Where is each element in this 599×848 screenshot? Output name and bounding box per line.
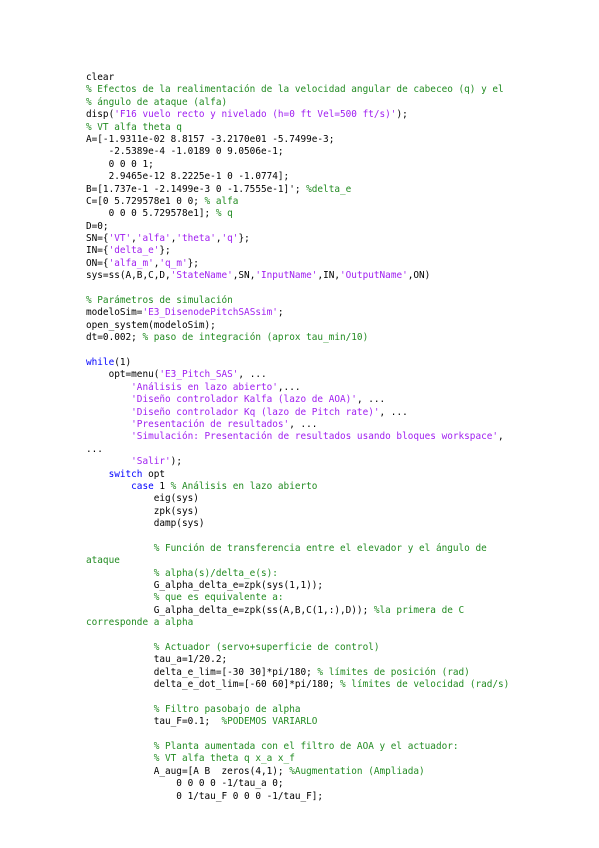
code-string: 'F16 vuelo recto y nivelado (h=0 ft Vel=500 ft/s)' <box>114 109 397 121</box>
code-text: modeloSim= <box>86 307 143 319</box>
code-text: delta_e_dot_lim=[-60 60]*pi/180; <box>86 679 340 691</box>
code-text: ); <box>396 109 408 121</box>
code-text: 1 <box>153 480 171 492</box>
code-line <box>86 592 516 604</box>
code-string: 'Simulación: Presentación de resultados usando bloques workspace' <box>131 431 499 443</box>
code-text: , <box>131 233 137 245</box>
code-line <box>86 382 516 394</box>
code-text: 0 1/tau_F 0 0 0 -1/tau_F]; <box>86 790 324 802</box>
code-line <box>86 506 516 518</box>
code-comment: % VT alfa theta q <box>86 121 182 133</box>
code-string: 'Diseño controlador Kq (lazo de Pitch rate)' <box>131 406 380 418</box>
code-line <box>86 679 516 691</box>
code-line <box>86 245 516 257</box>
code-text <box>86 469 109 480</box>
code-text: sys=ss(A,B,C,D, <box>86 270 171 282</box>
code-text <box>86 753 154 764</box>
code-line <box>86 617 516 629</box>
code-line <box>86 109 516 121</box>
code-text <box>86 419 131 430</box>
blank-line <box>86 345 516 357</box>
code-line <box>86 332 516 344</box>
code-line <box>86 307 516 319</box>
code-comment: % límites de velocidad (rad/s) <box>340 679 510 691</box>
code-text: ,IN, <box>317 270 341 282</box>
code-string: 'alfa_m' <box>108 257 154 269</box>
code-line <box>86 778 516 790</box>
code-text <box>86 704 154 715</box>
code-string: 'Presentación de resultados' <box>131 418 290 430</box>
code-text: , ... <box>238 369 267 381</box>
code-text <box>86 543 154 554</box>
code-line <box>86 741 516 753</box>
code-comment: % que es equivalente a: <box>153 592 284 604</box>
code-line <box>86 543 516 555</box>
code-comment: ataque <box>86 555 120 567</box>
blank-line <box>86 283 516 295</box>
code-text <box>86 431 131 442</box>
code-text: 2.9465e-12 8.2225e-1 0 -1.0774]; <box>86 171 290 183</box>
code-text: D=0; <box>86 220 109 232</box>
code-comment: corresponde a alpha <box>86 617 194 629</box>
code-comment: %Augmentation (Ampliada) <box>289 765 425 777</box>
code-comment: % Efectos de la realimentación de la velocidad angular de cabeceo (q) y el <box>86 84 504 96</box>
code-line <box>86 753 516 765</box>
code-line <box>86 134 516 146</box>
code-text <box>86 407 131 418</box>
code-line <box>86 84 516 96</box>
code-line <box>86 196 516 208</box>
code-comment: % alfa <box>204 195 239 207</box>
code-line <box>86 716 516 728</box>
code-text: , ... <box>379 406 408 418</box>
code-string: 'OutputName' <box>340 270 408 282</box>
code-string: 'q' <box>221 233 239 245</box>
blank-line <box>86 630 516 642</box>
code-line <box>86 555 516 567</box>
code-comment: % Planta aumentada con el filtro de AOA y el actuador: <box>153 741 459 753</box>
code-comment: %PODEMOS VARIARLO <box>221 716 318 728</box>
code-comment: % VT alfa theta q x_a x_f <box>153 753 295 765</box>
code-text: , ... <box>289 418 318 430</box>
code-line <box>86 580 516 592</box>
code-line <box>86 233 516 245</box>
code-line <box>86 791 516 803</box>
code-text: ; <box>277 307 284 319</box>
code-text: open_system(modeloSim); <box>86 319 216 331</box>
code-line <box>86 605 516 617</box>
code-comment: % Análisis en lazo abierto <box>170 480 318 492</box>
code-line <box>86 444 516 456</box>
code-line <box>86 419 516 431</box>
code-text: ... <box>86 443 103 455</box>
code-line <box>86 394 516 406</box>
code-text: IN={ <box>86 245 109 257</box>
code-line <box>86 270 516 282</box>
code-comment: % ángulo de ataque (alfa) <box>86 96 228 108</box>
code-line <box>86 146 516 158</box>
code-text <box>86 592 154 603</box>
blank-line <box>86 692 516 704</box>
code-text: ON={ <box>86 257 109 269</box>
code-line <box>86 642 516 654</box>
code-text: 0 0 0 1; <box>86 158 154 170</box>
code-comment: % límites de posición (rad) <box>317 666 470 678</box>
code-line <box>86 320 516 332</box>
code-line <box>86 518 516 530</box>
code-text: -2.5389e-4 -1.0189 0 9.0506e-1; <box>86 146 284 158</box>
code-line <box>86 456 516 468</box>
code-line <box>86 171 516 183</box>
code-text: damp(sys) <box>86 518 205 530</box>
code-string: 'E3_Pitch_SAS' <box>159 369 239 381</box>
code-line <box>86 481 516 493</box>
code-string: 'theta' <box>176 233 216 245</box>
code-line <box>86 654 516 666</box>
code-text: ,... <box>277 381 301 393</box>
code-line <box>86 221 516 233</box>
code-line <box>86 766 516 778</box>
code-text: SN={ <box>86 233 109 245</box>
code-line <box>86 667 516 679</box>
code-string: 'InputName' <box>255 270 318 282</box>
code-text: A=[-1.9311e-02 8.8157 -3.2170e01 -5.7499e-3; <box>86 133 335 145</box>
code-line <box>86 704 516 716</box>
code-text: A_aug=[A B zeros(4,1); <box>86 765 290 777</box>
code-line <box>86 208 516 220</box>
code-string: 'q_m' <box>159 257 188 269</box>
code-text: }; <box>238 233 250 245</box>
code-string: 'delta_e' <box>108 245 160 257</box>
code-line <box>86 369 516 381</box>
code-text: , ... <box>356 394 386 406</box>
code-text: ); <box>170 456 182 468</box>
code-text: disp( <box>86 109 115 121</box>
code-text: tau_F=0.1; <box>86 716 222 728</box>
code-text <box>86 481 131 492</box>
code-comment: % Función de transferencia entre el elevador y el ángulo de <box>153 542 487 554</box>
code-string: 'Diseño controlador Kalfa (lazo de AOA)' <box>131 394 357 406</box>
code-line <box>86 184 516 196</box>
code-line <box>86 258 516 270</box>
code-comment: % q <box>215 208 233 220</box>
code-text: G_alpha_delta_e=zpk(sys(1,1)); <box>86 580 324 592</box>
code-text: , <box>498 431 504 443</box>
code-comment: % alpha(s)/delta_e(s): <box>153 567 278 579</box>
code-comment: % paso de integración (aprox tau_min/10) <box>142 332 369 344</box>
code-line <box>86 122 516 134</box>
blank-line <box>86 530 516 542</box>
code-text: G_alpha_delta_e=zpk(ss(A,B,C(1,:),D)); <box>86 604 374 616</box>
code-listing <box>86 72 516 803</box>
code-text: zpk(sys) <box>86 505 199 517</box>
code-text <box>86 456 131 467</box>
code-text: C=[0 5.729578e1 0 0; <box>86 195 205 207</box>
code-string: 'VT' <box>108 233 132 245</box>
code-comment: %la primera de C <box>373 604 465 616</box>
code-line <box>86 493 516 505</box>
code-line <box>86 469 516 481</box>
code-text: }; <box>187 257 199 269</box>
code-text: , <box>153 257 160 269</box>
code-text: 0 0 0 0 -1/tau_a 0; <box>86 778 284 790</box>
code-text: 0 0 0 5.729578e1]; <box>86 208 216 220</box>
code-text <box>86 382 131 393</box>
code-string: 'alfa' <box>136 233 171 245</box>
code-comment: %delta_e <box>306 183 352 195</box>
blank-line <box>86 729 516 741</box>
code-text: }; <box>159 245 171 257</box>
code-line <box>86 72 516 84</box>
code-text: clear <box>86 72 115 83</box>
code-text <box>86 642 154 653</box>
code-comment: % Filtro pasobajo de alpha <box>153 703 301 715</box>
code-keyword: case <box>131 480 154 492</box>
code-line <box>86 431 516 443</box>
code-text: tau_a=1/20.2; <box>86 654 228 666</box>
code-line <box>86 568 516 580</box>
code-keyword: while <box>86 356 115 368</box>
code-line <box>86 159 516 171</box>
code-line <box>86 407 516 419</box>
code-text <box>86 741 154 752</box>
code-text: dt=0.002; <box>86 332 143 344</box>
code-text: ,ON) <box>407 270 431 282</box>
code-text: opt=menu( <box>86 369 160 381</box>
code-string: 'E3_DisenodePitchSASsim' <box>142 307 278 319</box>
code-text: , <box>215 233 222 245</box>
code-keyword: switch <box>108 468 143 480</box>
code-comment: % Parámetros de simulación <box>86 295 233 307</box>
code-line <box>86 295 516 307</box>
code-line <box>86 97 516 109</box>
code-text <box>86 394 131 405</box>
code-text: ,SN, <box>232 270 256 282</box>
code-string: 'StateName' <box>170 270 233 282</box>
code-text: (1) <box>114 356 132 368</box>
code-string: 'Análisis en lazo abierto' <box>131 381 278 393</box>
code-text: B=[1.737e-1 -2.1499e-3 0 -1.7555e-1]'; <box>86 183 307 195</box>
code-text: eig(sys) <box>86 493 199 505</box>
code-comment: % Actuador (servo+superficie de control) <box>153 641 380 653</box>
code-text <box>86 568 154 579</box>
code-string: 'Salir' <box>131 456 171 468</box>
code-line <box>86 357 516 369</box>
code-text: , <box>170 233 177 245</box>
code-text: delta_e_lim=[-30 30]*pi/180; <box>86 666 318 678</box>
code-text: opt <box>142 468 166 480</box>
